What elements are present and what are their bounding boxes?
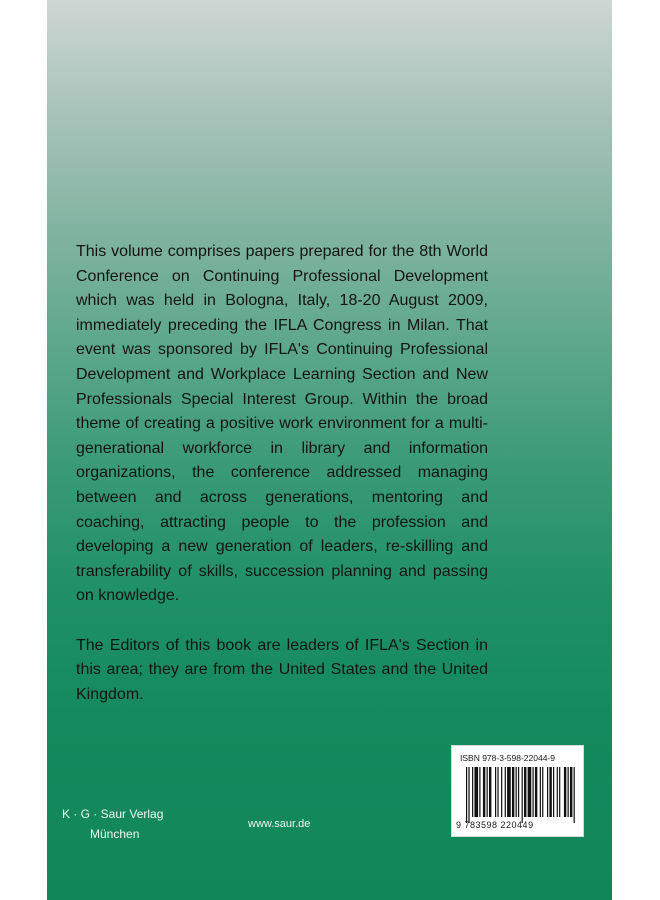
- isbn-label: ISBN 978-3-598-22044-9: [460, 753, 555, 763]
- description-paragraph: This volume comprises papers prepared for the 8th World Conference on Continuing Professional Development which was held in Bologna, Italy, 18-20 August 2009, immediately preceding the IFLA Congress in Milan. That event was sponsored by IFLA's Continuing Professional Development and Workplace Learning Section and New Professionals Special Interest Group. Within the broad theme of creating a positive work environment for a multi-generational workforce in library and information organizations, the conference addressed managing between and across generations, mentoring and coaching, attracting people to the profession and developing a new generation of leaders, re-skilling and transferability of skills, succession planning and passing on knowledge.: [76, 243, 488, 605]
- isbn-barcode-box: [451, 745, 584, 837]
- publisher-website: www.saur.de: [248, 818, 311, 830]
- publisher-city: München: [90, 827, 140, 841]
- publisher-imprint: [62, 804, 163, 844]
- publisher-name: K · G · Saur Verlag: [62, 807, 164, 821]
- barcode-icon: [466, 767, 576, 823]
- cover-text-block: [76, 240, 488, 707]
- editors-paragraph: The Editors of this book are leaders of IFLA's Section in this area; they are from the United States and the United Kingdom.: [76, 636, 488, 703]
- barcode-digits: 9 783598 220449: [456, 820, 534, 830]
